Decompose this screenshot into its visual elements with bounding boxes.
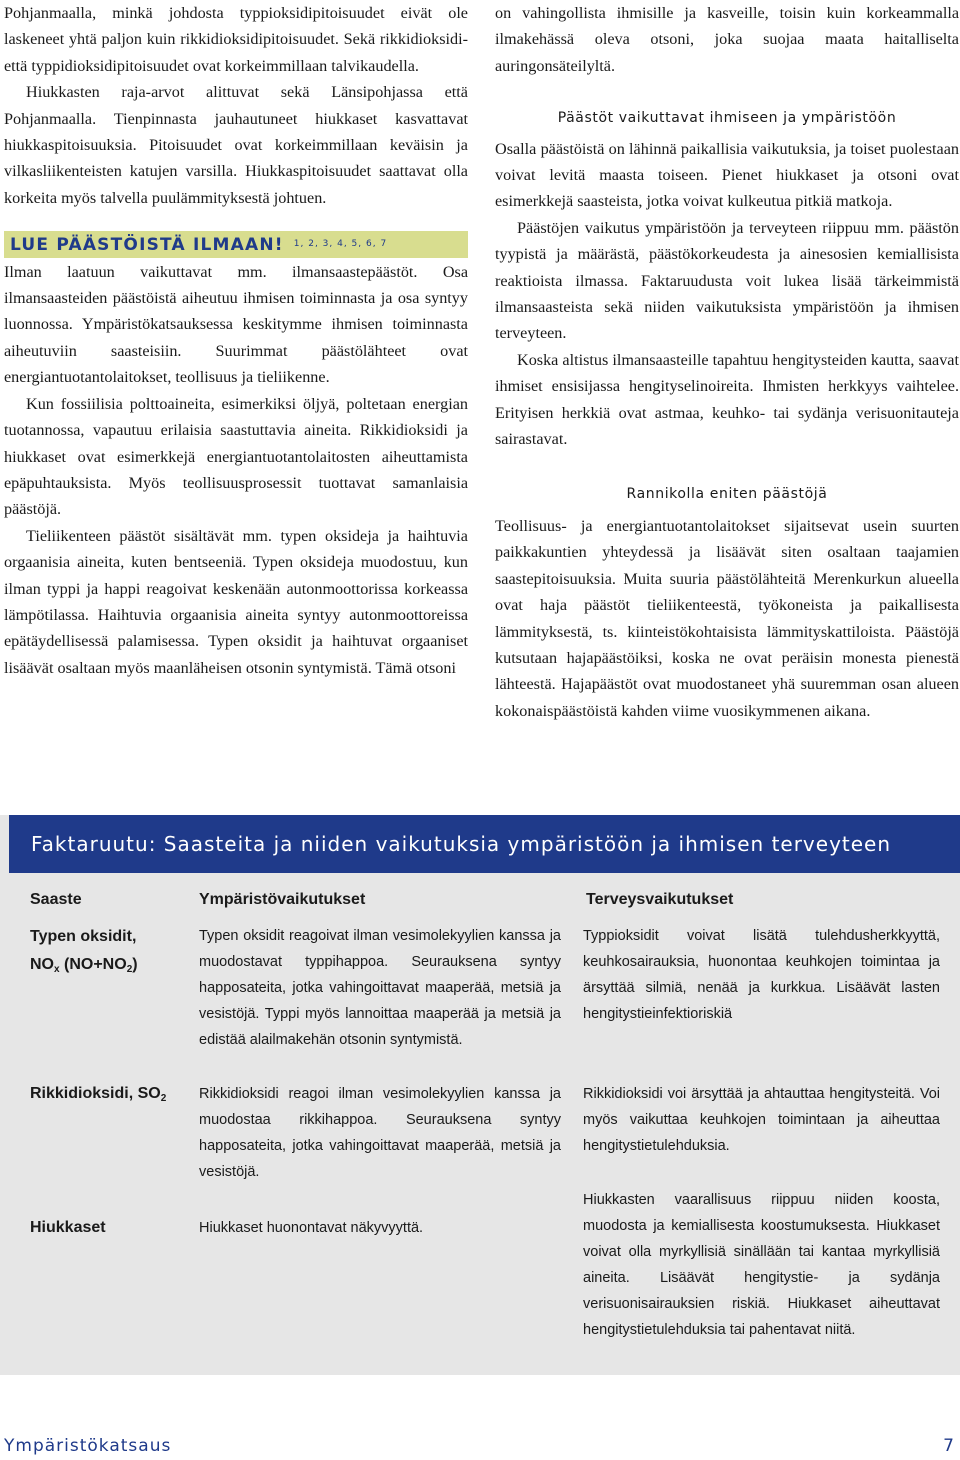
page-number: 7 [943, 1436, 954, 1456]
paragraph: Koska altistus ilmansaasteille tapahtuu hengitysteiden kautta, saavat ihmiset ensisijassa hengityselinoireita. Ihmisten herkkyys vaihtelee. Erityisen herkkiä ovat astmaa, keuhko- tai sydänja verisuonitauteja sairastavat. [495, 350, 959, 449]
left-column [4, 0, 468, 681]
paragraph: Hiukkasten raja-arvot alittuvat sekä Länsipohjassa että Pohjanmaalla. Tienpinnasta jauhautuneet hiukkaset kasvattavat hiukkaspitoisuuksia. Pitoisuudet ovat korkeimmillaan keväisin ja vilkasliikenteisten katujen varsilla. Hiukkaspitoisuudet saattavat olla korkeita myös talvella puulämmityksestä johtuen. [4, 83, 468, 207]
reference-numbers[interactable]: 1, 2, 3, 4, 5, 6, 7 [293, 239, 388, 250]
right-column [495, 0, 959, 724]
footer-title: Ympäristökatsaus [4, 1436, 172, 1456]
environment-so2: Rikkidioksidi reagoi ilman vesimolekyylien kanssa ja muodostaa rikkihappoa. Seurauksena syntyy happosateita, jotka vahingoittavat maaperää, metsiä ja vesistöjä. [199, 1086, 561, 1180]
paragraph: Päästöjen vaikutus ympäristöön ja terveyteen riippuu mm. päästön tyypistä ja määrästä, päästökorkeudesta ja ainesosien kemiallisista reaktioista ilmassa. Faktaruudusta voit lukea lisää tärkeimmistä ilmansaasteista sekä niiden vaikutuksista ympäristöön ja ihmisen terveyteen. [495, 218, 959, 343]
column-header-environment: Ympäristövaikutukset [199, 891, 366, 908]
paragraph: Pohjanmaalla, minkä johdosta typpioksidipitoisuudet eivät ole laskeneet yhtä paljon kuin rikkidioksidipitoisuudet. Sekä rikkidioksidi- että typpidioksidipitoisuudet ovat korkeimmillaan talvikaudella. [4, 4, 468, 75]
read-more-banner [4, 231, 468, 258]
fact-box [0, 815, 960, 1375]
environment-nox: Typen oksidit reagoivat ilman vesimolekyylien kanssa ja muodostavat typpihappoa. Seurauksena syntyy happosateita, jotka vahingoittavat maaperää, metsiä ja vesistöjä. Typpi myös lannoittaa maaperää ja metsiä ja edistää alailmakehän otsonin syntymistä. [199, 928, 561, 1048]
pollutant-so2: Rikkidioksidi, $SO_2$ [30, 1085, 167, 1104]
paragraph: Kun fossiilisia polttoaineita, esimerkiksi öljyä, poltetaan energian tuotannossa, vapautuu erilaisia saastuttavia aineita. Rikkidioksidi ja hiukkaset ovat esimerkkejä energiantuotantolaitosten aiheuttamista epäpuhtauksista. Myös teollisuusprosessit tuottavat samanlaisia päästöjä. [4, 394, 468, 519]
paragraph: Osalla päästöistä on lähinnä paikallisia vaikutuksia, ja toiset puolestaan voivat levitä maasta toiseen. Pienet hiukkaset ja otsoni ovat esimerkkejä saasteista, jotka voivat kulkeutua pitkiä matkoja. [495, 139, 959, 211]
paragraph: on vahingollista ihmisille ja kasveille, toisin kuin korkeammalla ilmakehässä oleva otsoni, joka suojaa maata haitalliselta auringonsäteilyltä. [495, 4, 959, 75]
pollutant-nox: Typen oksidit, $NO_x$ $(NO+NO_2)$ [30, 928, 138, 975]
environment-particles: Hiukkaset huonontavat näkyvyyttä. [199, 1220, 424, 1236]
paragraph: Teollisuus- ja energiantuotantolaitokset sijaitsevat usein suurten paikkakuntien yhteydessä ja lisäävät siten osaltaan taajamien saastepitoisuuksia. Muita suuria päästölähteitä Merenkurkun alueella ovat haja päästöt tieliikenteestä, työkoneista ja paikallisesta lämmityksestä, ts. kiinteistökohtaisista lämmityskattiloista. Päästöjä kutsutaan hajapäästöiksi, koska ne ovat peräisin monesta pienestä lähteestä. Hajapäästöt ovat muodostaneet yhä suuremman osan alueen kokonaispäästöistä kahden viime vuosikymmenen aikana. [495, 516, 959, 720]
section-heading: Päästöt vaikuttavat ihmiseen ja ympäristöön [557, 110, 897, 127]
pollutant-particles: Hiukkaset [30, 1219, 106, 1236]
health-so2: Rikkidioksidi voi ärsyttää ja ahtauttaa hengitysteitä. Voi myös vaikuttaa keuhkojen toimintaan ja aiheuttaa hengitystietulehduksia. [583, 1086, 940, 1154]
health-nox: Typpioksidit voivat lisätä tulehdusherkkyyttä, keuhkosairauksia, huonontaa keuhkojen toimintaa ja ärsyttää silmiä, nenää ja kurkkua. Lisäävät lasten hengitystieinfektioriskiä [583, 928, 940, 1022]
fact-box-title: Faktaruutu: Saasteita ja niiden vaikutuksia ympäristöön ja ihmisen terveyteen [9, 815, 960, 873]
paragraph: Ilman laatuun vaikuttavat mm. ilmansaastepäästöt. Osa ilmansaasteiden päästöistä aiheutuu ihmisen toiminnasta ja osa syntyy luonnossa. Ympäristökatsauksessa keskitymme ihmisen toiminnasta aiheutuviin saasteisiin. Suurimmat päästölähteet ovat energiantuotantolaitokset, teollisuus ja tieliikenne. [4, 262, 468, 387]
column-header-pollutant: Saaste [30, 891, 82, 908]
paragraph: Tieliikenteen päästöt sisältävät mm. typen oksideja ja haihtuvia orgaanisia aineita, kuten bentseeniä. Typen oksideja muodostuu, kun ilman typpi ja happi reagoivat keskenään autonmoottorissa korkeassa lämpötilassa. Haihtuvia orgaanisia aineita syntyy autonmoottoreissa epätäydellisessä palamisessa. Typen oksidit ja haihtuvat orgaaniset lisäävät osaltaan myös maanläheisen otsonin syntymistä. Tämä otsoni [4, 526, 468, 677]
section-heading: Rannikolla eniten päästöjä [626, 485, 828, 502]
read-more-heading[interactable]: LUE PÄÄSTÖISTÄ ILMAAN! [10, 235, 284, 256]
health-particles: Hiukkasten vaarallisuus riippuu niiden koosta, muodosta ja kemiallisesta koostumuksesta. Hiukkaset voivat olla myrkyllisiä sinällään tai kantaa myrkyllisiä aineita. Lisäävät hengitystie- ja sydänja verisuonisairauksien riskiä. Hiukkaset aiheuttavat hengitystietulehduksia tai pahentavat niitä. [583, 1192, 940, 1338]
column-header-health: Terveysvaikutukset [586, 891, 734, 908]
